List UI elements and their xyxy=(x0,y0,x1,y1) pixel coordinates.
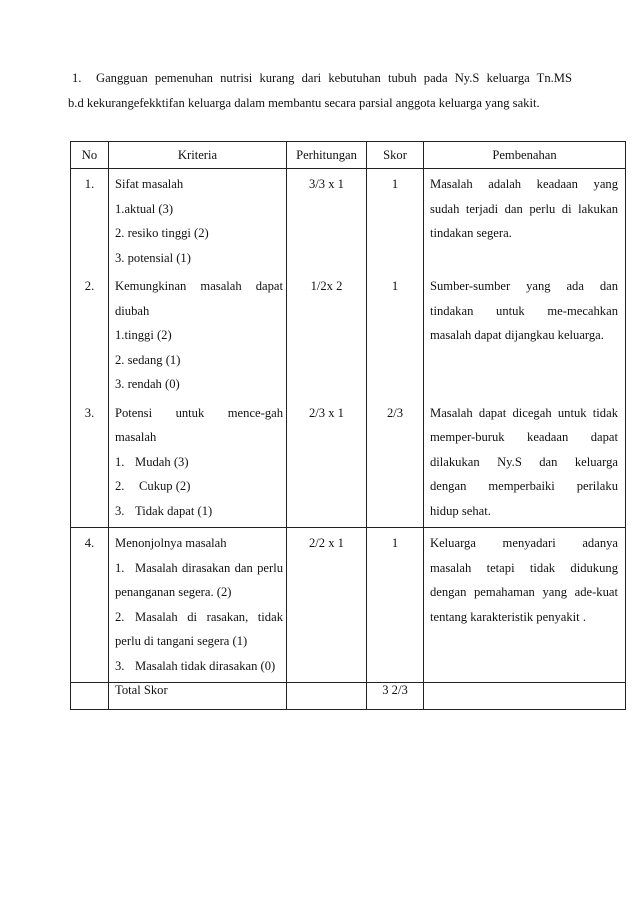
scoring-table xyxy=(70,141,626,710)
pembenahan-line: dilakukan Ny.S dan keluarga xyxy=(430,454,618,469)
total-label: Total Skor xyxy=(109,683,287,710)
kriteria-option: 3. rendah (0) xyxy=(115,377,180,391)
total-row xyxy=(71,683,626,710)
pembenahan-line: Keluarga menyadari adanya xyxy=(430,536,618,550)
row-3-perhitungan: 2/3 x 1 xyxy=(287,401,367,528)
row-2-skor: 1 xyxy=(367,274,424,401)
total-perhitungan-cell xyxy=(287,683,367,710)
kriteria-title: Potensi untuk mence-gah xyxy=(115,405,283,420)
table-row xyxy=(71,401,626,528)
table-row xyxy=(71,274,626,401)
row-3-pembenahan xyxy=(424,401,626,528)
kriteria-option: 2. sedang (1) xyxy=(115,352,181,367)
kriteria-option: 3. Masalah tidak dirasakan (0) xyxy=(115,658,276,673)
row-4-perhitungan: 2/2 x 1 xyxy=(287,528,367,683)
row-number xyxy=(71,169,109,275)
header-perhitungan: Perhitungan xyxy=(287,142,367,169)
row-3-skor: 2/3 xyxy=(367,401,424,528)
row-2-pembenahan xyxy=(424,274,626,401)
kriteria-option: 2. Masalah di rasakan, tidak xyxy=(115,609,283,624)
table-row xyxy=(71,169,626,275)
heading-number: 1. xyxy=(72,71,82,85)
row-1-pembenahan xyxy=(424,169,626,275)
pembenahan-line: dengan pemahaman yang ade-kuat xyxy=(430,585,618,599)
row-3-kriteria xyxy=(109,401,287,528)
kriteria-title: diubah xyxy=(115,303,150,318)
header-pembenahan: Pembenahan xyxy=(424,142,626,169)
kriteria-option: 2. resiko tinggi (2) xyxy=(115,226,209,240)
pembenahan-line: masalah dapat dijangkau keluarga. xyxy=(430,328,604,342)
pembenahan-line: Sumber-sumber yang ada dan xyxy=(430,279,618,293)
row-4-skor: 1 xyxy=(367,528,424,683)
kriteria-option: 1. Masalah dirasakan dan perlu xyxy=(115,560,283,575)
row-4-no: 4. xyxy=(71,528,109,683)
row-1-skor: 1 xyxy=(367,169,424,275)
kriteria-option: perlu di tangani segera (1) xyxy=(115,634,248,648)
heading-text-1: Gangguan pemenuhan nutrisi kurang dari kebutuhan tubuh pada Ny.S keluarga Tn.MS xyxy=(96,71,572,85)
problem-heading xyxy=(68,66,572,116)
row-2-no: 2. xyxy=(71,274,109,401)
total-skor: 3 2/3 xyxy=(367,683,424,710)
kriteria-option: 3. Tidak dapat (1) xyxy=(115,503,213,518)
heading-line-2: b.d kekurangefekktifan keluarga dalam membantu secara parsial anggota keluarga yang sakit. xyxy=(68,96,540,110)
pembenahan-line: tindakan segera. xyxy=(430,226,512,240)
pembenahan-line: masalah tetapi tidak didukung xyxy=(430,560,618,575)
row-1-no: 1. xyxy=(84,177,95,191)
pembenahan-line: Masalah adalah keadaan yang xyxy=(430,177,618,191)
row-3-no: 3. xyxy=(71,401,109,528)
row-4-kriteria xyxy=(109,528,287,683)
pembenahan-line: tindakan untuk me-mecahkan xyxy=(430,303,618,318)
kriteria-option: 1.tinggi (2) xyxy=(115,328,172,342)
pembenahan-line: tentang karakteristik penyakit . xyxy=(430,609,586,624)
kriteria-title: masalah xyxy=(115,430,157,444)
kriteria-option: penanganan segera. (2) xyxy=(115,585,232,599)
header-kriteria: Kriteria xyxy=(109,142,287,169)
pembenahan-line: sudah terjadi dan perlu di lakukan xyxy=(430,201,618,216)
pembenahan-line: hidup sehat. xyxy=(430,503,491,518)
row-2-perhitungan: 1/2x 2 xyxy=(287,274,367,401)
row-2-kriteria xyxy=(109,274,287,401)
table-header-row xyxy=(71,142,626,169)
total-pembenahan-cell xyxy=(424,683,626,710)
kriteria-title: Menonjolnya masalah xyxy=(115,536,227,550)
row-4-pembenahan xyxy=(424,528,626,683)
kriteria-option: 1.aktual (3) xyxy=(115,201,174,216)
header-skor: Skor xyxy=(367,142,424,169)
kriteria-title: Kemungkinan masalah dapat xyxy=(115,279,283,293)
header-no: No xyxy=(71,142,109,169)
kriteria-option: 1. Mudah (3) xyxy=(115,454,189,469)
total-no-cell xyxy=(71,683,109,710)
pembenahan-line: Masalah dapat dicegah untuk tidak xyxy=(430,405,618,420)
kriteria-option: 3. potensial (1) xyxy=(115,250,191,265)
row-1-perhitungan: 3/3 x 1 xyxy=(287,169,367,275)
pembenahan-line: memper-buruk keadaan dapat xyxy=(430,430,618,444)
row-1-kriteria xyxy=(109,169,287,275)
table-row xyxy=(71,528,626,683)
kriteria-option: 2. Cukup (2) xyxy=(115,479,191,493)
kriteria-title: Sifat masalah xyxy=(115,177,184,191)
pembenahan-line: dengan memperbaiki perilaku xyxy=(430,479,618,493)
heading-line-1 xyxy=(72,66,572,91)
